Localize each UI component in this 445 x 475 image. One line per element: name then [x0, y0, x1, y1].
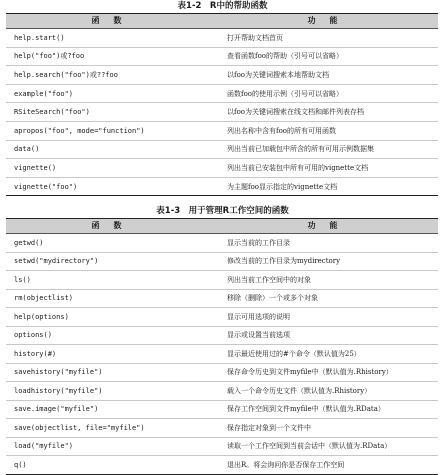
table-row — [6, 29, 438, 48]
description-cell: 列出当前已加载包中所含的所有可用示例数据集 — [227, 145, 374, 154]
description-cell: 以foo为关键词搜索在线文档和邮件列表存档 — [227, 108, 365, 117]
description-cell: 列出当前已安装包中所有可用的vignette文档 — [227, 163, 369, 172]
table-body — [6, 234, 438, 475]
table-row — [6, 234, 438, 253]
table-row — [6, 289, 438, 308]
function-cell: help(options) — [14, 312, 69, 321]
function-cell: options() — [14, 331, 52, 340]
table-row — [6, 363, 438, 382]
function-cell: save(objectlist, file="myfile") — [14, 423, 145, 432]
table-row — [6, 308, 438, 327]
table-row — [6, 437, 438, 456]
function-cell: getwd() — [14, 238, 44, 247]
table-row — [6, 103, 438, 122]
function-cell: setwd("mydirectory") — [14, 257, 99, 266]
function-cell: q() — [14, 460, 27, 469]
table-row — [6, 84, 438, 103]
column-header-description: 功能 — [307, 221, 352, 230]
description-cell: 移除（删除）一个或多个对象 — [227, 294, 318, 303]
description-cell: 显示当前的工作目录 — [227, 238, 290, 247]
table-row — [6, 140, 438, 159]
table-header-row — [6, 219, 438, 234]
description-cell: 保存命令历史到文件myfile中（默认值为.Rhistory） — [227, 368, 393, 377]
description-cell: 为主题foo显示指定的vignette文档 — [227, 182, 338, 191]
table-row — [6, 66, 438, 85]
description-cell: 保存指定对象到一个文件中 — [227, 423, 311, 432]
table-body — [6, 29, 438, 196]
function-cell: savehistory("myfile") — [14, 368, 103, 377]
function-cell: ls() — [14, 275, 31, 284]
table-row — [6, 159, 438, 178]
description-cell: 以foo为关键词搜索本地帮助文档 — [227, 70, 330, 79]
function-cell: help("foo")或?foo — [14, 52, 85, 61]
table-row — [6, 400, 438, 419]
table-row — [6, 271, 438, 290]
workspace-functions-table-block — [0, 205, 445, 475]
function-cell: data() — [14, 145, 40, 154]
table-row — [6, 121, 438, 140]
column-header-description: 功能 — [307, 16, 352, 25]
function-cell: load("myfile") — [14, 442, 74, 451]
table-caption: 表1-2 R中的帮助函数 — [177, 1, 268, 11]
description-cell: 显示或设置当前选项 — [227, 331, 290, 340]
description-cell: 列出名称中含有foo的所有可用函数 — [227, 126, 337, 135]
help-functions-table-block — [0, 0, 445, 196]
function-cell: vignette("foo") — [14, 182, 78, 191]
table-header-row — [6, 14, 438, 29]
workspace-functions-table — [6, 218, 438, 475]
function-cell: history(#) — [14, 349, 57, 358]
description-cell: 函数foo的使用示例（引号可以省略） — [227, 89, 344, 98]
function-cell: help.start() — [14, 33, 65, 42]
table-row — [6, 456, 438, 475]
description-cell: 读取一个工作空间到当前会话中（默认值为.RData） — [227, 442, 392, 451]
function-cell: apropos("foo", mode="function") — [14, 126, 145, 135]
function-cell: help.search("foo")或??foo — [14, 70, 118, 79]
table-row — [6, 177, 438, 196]
description-cell: 保存工作空间到文件myfile中（默认值为.RData） — [227, 405, 385, 414]
function-cell: vignette() — [14, 163, 57, 172]
description-cell: 修改当前的工作目录为mydirectory — [227, 257, 341, 266]
description-cell: 显示最近使用过的#个命令（默认值为25） — [227, 349, 361, 358]
table-row — [6, 382, 438, 401]
table-row — [6, 345, 438, 364]
description-cell: 打开帮助文档首页 — [227, 33, 283, 42]
table-row — [6, 47, 438, 66]
function-cell: rm(objectlist) — [14, 294, 74, 303]
description-cell: 显示可用选项的说明 — [227, 312, 290, 321]
table-row — [6, 252, 438, 271]
column-header-function: 函数 — [91, 16, 136, 25]
table-row — [6, 419, 438, 438]
help-functions-table — [6, 13, 438, 196]
description-cell: 查看函数foo的帮助（引号可以省略） — [227, 52, 344, 61]
description-cell: 载入一个命令历史文件（默认值为.Rhistory） — [227, 386, 372, 395]
description-cell: 退出R。将会询问你是否保存工作空间 — [227, 460, 345, 469]
function-cell: RSiteSearch("foo") — [14, 108, 90, 117]
description-cell: 列出当前工作空间中的对象 — [227, 275, 311, 284]
column-header-function: 函数 — [91, 221, 136, 230]
function-cell: loadhistory("myfile") — [14, 386, 103, 395]
table-caption: 表1-3 用于管理R工作空间的函数 — [156, 206, 289, 216]
function-cell: save.image("myfile") — [14, 405, 99, 414]
function-cell: example("foo") — [14, 89, 74, 98]
table-row — [6, 326, 438, 345]
